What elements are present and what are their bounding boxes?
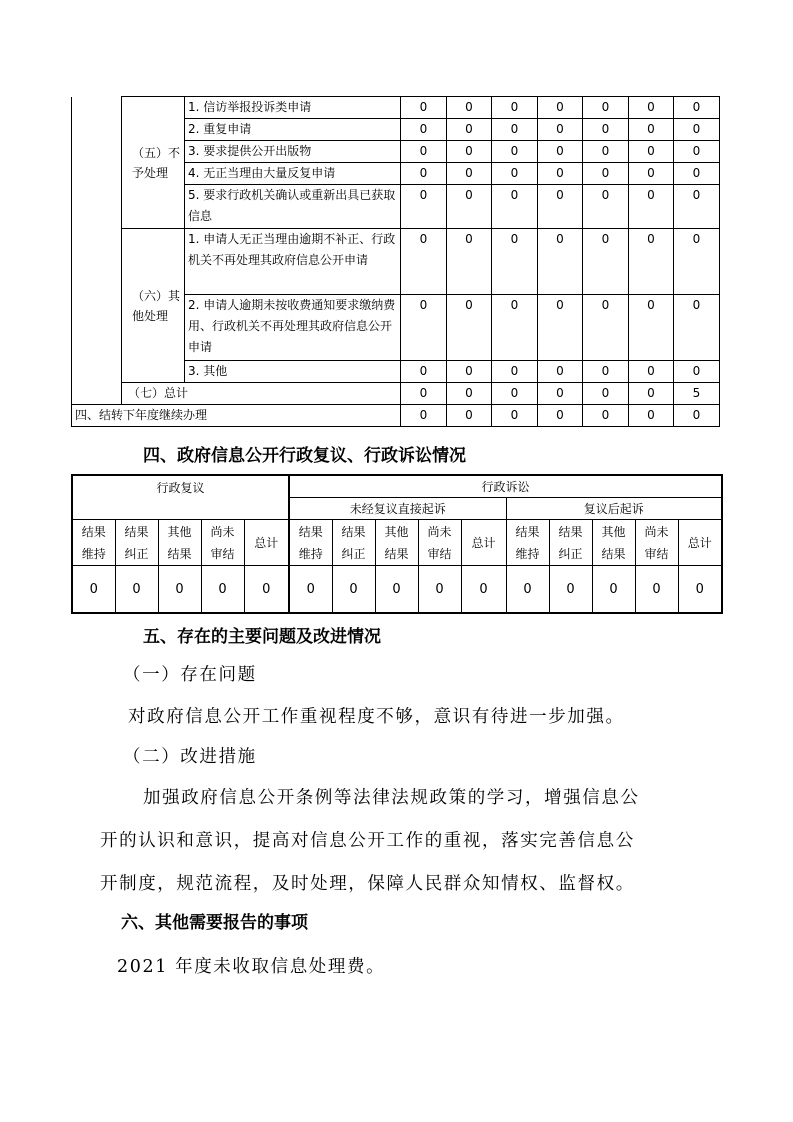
value-cell: 0 bbox=[583, 405, 629, 427]
value-cell: 0 bbox=[418, 566, 461, 614]
value-cell: 0 bbox=[538, 185, 583, 229]
value-cell: 0 bbox=[115, 566, 158, 614]
measures-line-1: 加强政府信息公开条例等法律法规政策的学习，增强信息公 bbox=[143, 788, 640, 808]
value-cell: 0 bbox=[447, 141, 492, 163]
column-label: 结果纠正 bbox=[332, 520, 375, 566]
column-label: 结果维持 bbox=[506, 520, 549, 566]
column-label: 尚未审结 bbox=[418, 520, 461, 566]
value-cell: 0 bbox=[332, 566, 375, 614]
column-label: 其他结果 bbox=[158, 520, 201, 566]
value-cell: 0 bbox=[289, 566, 332, 614]
value-cell: 0 bbox=[583, 383, 629, 405]
value-cell: 0 bbox=[674, 295, 720, 361]
value-cell: 0 bbox=[538, 97, 583, 119]
value-cell: 0 bbox=[492, 185, 538, 229]
column-label: 总计 bbox=[678, 520, 722, 566]
value-cell: 0 bbox=[629, 383, 674, 405]
column-label: 结果维持 bbox=[289, 520, 332, 566]
application-handling-table bbox=[71, 96, 720, 427]
value-cell: 0 bbox=[629, 97, 674, 119]
value-cell: 0 bbox=[401, 229, 447, 295]
value-cell: 0 bbox=[583, 97, 629, 119]
value-cell: 0 bbox=[244, 566, 289, 614]
column-label: 总计 bbox=[461, 520, 506, 566]
value-cell: 0 bbox=[492, 361, 538, 383]
value-cell: 0 bbox=[447, 163, 492, 185]
value-cell: 0 bbox=[401, 361, 447, 383]
row-label: 1. 申请人无正当理由逾期不补正、行政机关不再处理其政府信息公开申请 bbox=[185, 229, 401, 295]
value-cell: 0 bbox=[506, 566, 549, 614]
total-row bbox=[72, 383, 720, 405]
sub-heading-measures: （二）改进措施 bbox=[123, 747, 257, 767]
value-cell: 0 bbox=[674, 163, 720, 185]
total-label: （七）总计 bbox=[122, 383, 401, 405]
value-cell: 0 bbox=[538, 383, 583, 405]
value-cell: 0 bbox=[401, 163, 447, 185]
value-cell: 0 bbox=[538, 141, 583, 163]
direct-suit-header: 未经复议直接起诉 bbox=[289, 498, 506, 520]
value-cell: 0 bbox=[492, 119, 538, 141]
carry-over-row bbox=[72, 405, 720, 427]
row-label: 2. 申请人逾期未按收费通知要求缴纳费用、行政机关不再处理其政府信息公开申请 bbox=[185, 295, 401, 361]
column-label: 结果纠正 bbox=[115, 520, 158, 566]
value-cell: 0 bbox=[549, 566, 592, 614]
value-cell: 0 bbox=[629, 295, 674, 361]
value-cell: 0 bbox=[72, 566, 115, 614]
table-row bbox=[72, 229, 720, 295]
value-cell: 0 bbox=[401, 119, 447, 141]
value-cell: 0 bbox=[492, 229, 538, 295]
value-cell: 0 bbox=[401, 97, 447, 119]
value-cell: 0 bbox=[583, 295, 629, 361]
value-cell: 0 bbox=[583, 119, 629, 141]
column-label: 总计 bbox=[244, 520, 289, 566]
row-label: 2. 重复申请 bbox=[185, 119, 401, 141]
value-cell: 0 bbox=[401, 185, 447, 229]
value-cell: 0 bbox=[583, 361, 629, 383]
value-cell: 0 bbox=[461, 566, 506, 614]
value-cell: 0 bbox=[635, 566, 678, 614]
value-cell: 0 bbox=[401, 295, 447, 361]
value-cell: 0 bbox=[201, 566, 244, 614]
column-label: 其他结果 bbox=[375, 520, 418, 566]
value-cell: 0 bbox=[492, 97, 538, 119]
row-label: 5. 要求行政机关确认或重新出具已获取信息 bbox=[185, 185, 401, 229]
table-row bbox=[72, 97, 720, 119]
value-cell: 0 bbox=[492, 383, 538, 405]
blank-cell bbox=[72, 97, 122, 405]
measures-line-2: 开的认识和意识，提高对信息公开工作的重视，落实完善信息公 bbox=[100, 831, 635, 851]
column-label: 尚未审结 bbox=[201, 520, 244, 566]
value-cell: 0 bbox=[401, 405, 447, 427]
value-cell: 0 bbox=[538, 405, 583, 427]
value-cell: 0 bbox=[538, 361, 583, 383]
value-cell: 0 bbox=[492, 405, 538, 427]
row-label: 1. 信访举报投诉类申请 bbox=[185, 97, 401, 119]
litigation-header: 行政诉讼 bbox=[289, 475, 722, 498]
value-cell: 0 bbox=[492, 163, 538, 185]
value-cell: 0 bbox=[629, 185, 674, 229]
value-cell: 0 bbox=[674, 141, 720, 163]
value-cell: 0 bbox=[674, 229, 720, 295]
value-cell: 0 bbox=[447, 383, 492, 405]
section6-paragraph: 2021 年度未收取信息处理费。 bbox=[117, 957, 386, 977]
value-cell: 0 bbox=[447, 119, 492, 141]
measures-line-3: 开制度，规范流程，及时处理，保障人民群众知情权、监督权。 bbox=[100, 874, 635, 894]
problems-paragraph: 对政府信息公开工作重视程度不够，意识有待进一步加强。 bbox=[128, 707, 625, 727]
row-label: 3. 其他 bbox=[185, 361, 401, 383]
value-cell: 0 bbox=[629, 405, 674, 427]
value-cell: 0 bbox=[447, 97, 492, 119]
value-cell: 0 bbox=[592, 566, 635, 614]
value-cell: 0 bbox=[375, 566, 418, 614]
value-cell: 0 bbox=[674, 185, 720, 229]
value-cell: 0 bbox=[538, 295, 583, 361]
value-cell: 0 bbox=[629, 361, 674, 383]
review-litigation-table bbox=[71, 474, 723, 614]
value-cell: 0 bbox=[674, 361, 720, 383]
value-cell: 0 bbox=[158, 566, 201, 614]
review-header: 行政复议 bbox=[72, 475, 289, 520]
value-cell: 0 bbox=[447, 295, 492, 361]
column-label: 其他结果 bbox=[592, 520, 635, 566]
value-cell: 0 bbox=[583, 229, 629, 295]
value-cell: 0 bbox=[538, 119, 583, 141]
section6-heading: 六、其他需要报告的事项 bbox=[121, 913, 308, 933]
value-cell: 0 bbox=[492, 141, 538, 163]
row-label: 3. 要求提供公开出版物 bbox=[185, 141, 401, 163]
value-cell: 0 bbox=[629, 163, 674, 185]
value-cell: 0 bbox=[674, 405, 720, 427]
value-cell: 5 bbox=[674, 383, 720, 405]
value-cell: 0 bbox=[447, 361, 492, 383]
value-cell: 0 bbox=[583, 163, 629, 185]
column-label: 结果维持 bbox=[72, 520, 115, 566]
value-cell: 0 bbox=[674, 97, 720, 119]
value-cell: 0 bbox=[583, 141, 629, 163]
carry-label: 四、结转下年度继续办理 bbox=[72, 405, 401, 427]
column-label: 结果纠正 bbox=[549, 520, 592, 566]
value-cell: 0 bbox=[583, 185, 629, 229]
value-cell: 0 bbox=[629, 141, 674, 163]
row-label: 4. 无正当理由大量反复申请 bbox=[185, 163, 401, 185]
value-cell: 0 bbox=[447, 185, 492, 229]
section5-heading: 五、存在的主要问题及改进情况 bbox=[143, 627, 381, 647]
value-cell: 0 bbox=[401, 141, 447, 163]
value-cell: 0 bbox=[678, 566, 722, 614]
value-cell: 0 bbox=[629, 229, 674, 295]
value-cell: 0 bbox=[629, 119, 674, 141]
value-cell: 0 bbox=[674, 119, 720, 141]
value-cell: 0 bbox=[492, 295, 538, 361]
value-cell: 0 bbox=[538, 163, 583, 185]
value-cell: 0 bbox=[538, 229, 583, 295]
after-review-suit-header: 复议后起诉 bbox=[506, 498, 722, 520]
group5-label: （五）不予处理 bbox=[122, 97, 185, 229]
group6-label: （六）其他处理 bbox=[122, 229, 185, 383]
value-cell: 0 bbox=[447, 229, 492, 295]
value-cell: 0 bbox=[401, 383, 447, 405]
column-label: 尚未审结 bbox=[635, 520, 678, 566]
sub-heading-problems: （一）存在问题 bbox=[123, 665, 257, 685]
section4-heading: 四、政府信息公开行政复议、行政诉讼情况 bbox=[143, 446, 466, 466]
value-cell: 0 bbox=[447, 405, 492, 427]
